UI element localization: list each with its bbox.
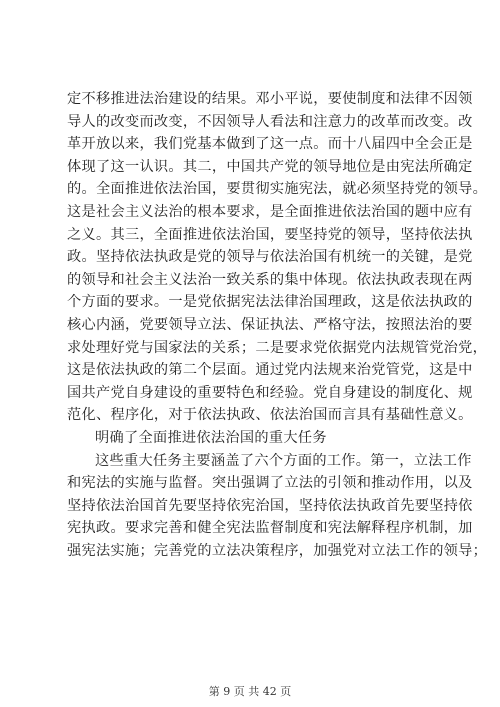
paragraph-line: 国共产党自身建设的重要特色和经验。党自身建设的制度化、规 bbox=[67, 384, 473, 401]
paragraph-line: 强宪法实施；完善党的立法决策程序，加强党对立法工作的领导； bbox=[67, 542, 488, 559]
paragraph-line: 这是依法执政的第二个层面。通过党内法规来治党管党，这是中 bbox=[67, 362, 473, 379]
paragraph-line: 和宪法的实施与监督。突出强调了立法的引领和推动作用，以及 bbox=[67, 475, 473, 492]
paragraph-line: 导人的改变而改变，不因领导人看法和注意力的改革而改变。改 bbox=[67, 113, 473, 130]
paragraph-line: 坚持依法治国首先要坚持依宪治国，坚持依法执政首先要坚持依 bbox=[67, 497, 473, 514]
page-number-footer: 第 9 页 共 42 页 bbox=[208, 685, 292, 698]
paragraph-line: 的领导和社会主义法治一致关系的集中体现。依法执政表现在两 bbox=[67, 271, 473, 288]
paragraph-line: 求处理好党与国家法的关系；二是要求党依据党内法规管党治党， bbox=[67, 339, 488, 356]
paragraph-line: 之义。其三，全面推进依法治国，要坚持党的领导，坚持依法执 bbox=[67, 226, 473, 243]
paragraph-line: 核心内涵，党要领导立法、保证执法、严格守法，按照法治的要 bbox=[67, 316, 473, 333]
paragraph-line: 这是社会主义法治的根本要求，是全面推进依法治国的题中应有 bbox=[67, 203, 473, 220]
paragraph-line: 革开放以来，我们党基本做到了这一点。而十八届四中全会正是 bbox=[67, 136, 473, 153]
paragraph-line: 体现了这一认识。其二，中国共产党的领导地位是由宪法所确定 bbox=[67, 158, 473, 175]
paragraph-line: 政。坚持依法执政是党的领导与依法治国有机统一的关键，是党 bbox=[67, 249, 473, 266]
document-body bbox=[67, 88, 488, 562]
paragraph-line: 宪执政。要求完善和健全宪法监督制度和宪法解释程序机制，加 bbox=[67, 520, 473, 537]
section-heading: 明确了全面推进依法治国的重大任务 bbox=[95, 429, 327, 446]
paragraph-line: 定不移推进法治建设的结果。邓小平说，要使制度和法律不因领 bbox=[67, 91, 473, 107]
paragraph-line: 范化、程序化，对于依法执政、依法治国而言具有基础性意义。 bbox=[67, 407, 473, 424]
paragraph-line: 的。全面推进依法治国，要贯彻实施宪法，就必须坚持党的领导。 bbox=[67, 181, 488, 198]
paragraph-line: 个方面的要求。一是党依据宪法法律治国理政，这是依法执政的 bbox=[67, 294, 473, 311]
paragraph-line: 这些重大任务主要涵盖了六个方面的工作。第一，立法工作 bbox=[95, 452, 472, 469]
